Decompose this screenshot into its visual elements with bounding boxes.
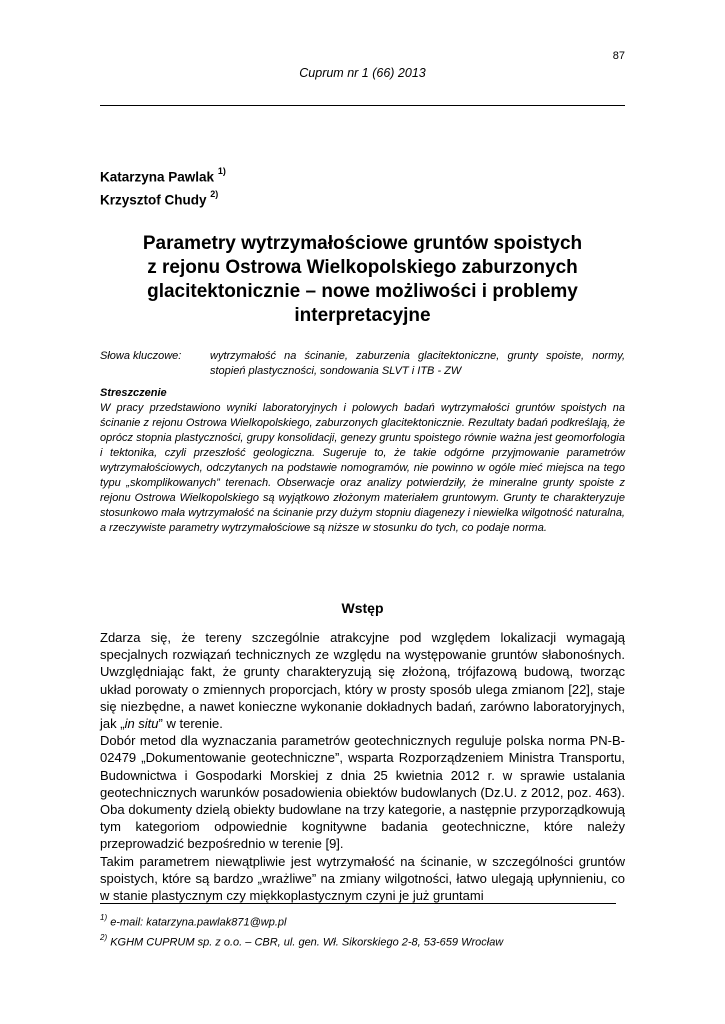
footnote [100,931,625,951]
keywords-text: wytrzymałość na ścinanie, zaburzenia glacitektoniczne, grunty spoiste, normy, stopień plastyczności, sondowania SLVT i ITB - ZW [210,350,625,377]
abstract-block [100,386,625,547]
footnote-divider [100,903,616,904]
author-name: Katarzyna Pawlak [100,169,215,185]
title-line: glacitektonicznie – nowe możliwości i problemy [147,281,578,302]
footnote [100,911,625,931]
title-line: Parametry wytrzymałościowe gruntów spoistych [142,233,583,254]
abstract-text: W pracy przedstawiono wyniki laboratoryjnych i polowych badań wytrzymałości gruntów spoistych na ścinanie z rejonu Ostrowa Wielkopolskiego, zaburzonych glacitektonicznie. Rezultaty badań podkreślają, że oprócz stopnia plastyczności, grupy konsolidacji, genezy gruntu spoistego równie ważna jest geomorfologia i tektonika, czyli przeszłość geologiczna. Sugeruje to, że takie odgórne przyjmowanie parametrów wytrzymałościowych, odczytanych na podstawie nomogramów, nie powinno w ogóle mieć miejsca na tego typu „skomplikowanych” terenach. Obserwacje oraz analizy potwierdziły, że mineralne grunty spoiste z rejonu Ostrowa Wielkopolskiego są wyjątkowo złożonym materiałem gruntowym. Grunty te charakteryzuje stosunkowo mała wytrzymałość na ścinanie przy dużym stopniu diagenezy i niewielka wilgotność naturalna, a rzeczywiste parametry wytrzymałościowe są niższe w stosunku do tych, co podaje norma. [100,402,625,534]
author-entry [100,187,226,210]
footnote-text: e-mail: katarzyna.pawlak871@wp.pl [110,916,287,929]
author-name: Krzysztof Chudy [100,192,207,207]
keywords-label: Słowa kluczowe: [100,350,182,362]
italic-term: in situ [124,716,159,732]
affiliation-mark: 2) [210,188,219,199]
body-text [100,629,625,904]
paragraph-text: Zdarza się, że tereny szczególnie atrakcyjne pod względem lokalizacji wymagają specjalnych rozwiązań technicznych ze względu na występowanie gruntów słabonośnych. Uwzględniając fakt, że grunty charakteryzują się złożoną, trójfazową budową, tworząc układ porowaty o zmiennych proporcjach, który w prosty sposób ulega zmianom [22], staje się niezbędne, a nawet konieczne wykonanie dokładnych badań, zarówno laboratoryjnych, jak „ [100,630,625,732]
footnote-mark: 2) [100,932,108,942]
body-paragraph [100,629,625,732]
title-line: interpretacyjne [294,305,431,326]
keywords-block [100,349,625,379]
paper-title [100,232,625,328]
header-divider [100,105,625,106]
footnote-text: KGHM CUPRUM sp. z o.o. – CBR, ul. gen. Wł. Sikorskiego 2-8, 53-659 Wrocław [110,936,504,949]
affiliation-mark: 1) [217,166,226,176]
footnote-mark: 1) [100,913,108,922]
body-paragraph: Dobór metod dla wyznaczania parametrów geotechnicznych reguluje polska norma PN-B-02479 „Dokumentowanie geotechniczne”, wsparta Rozporządzeniem Ministra Transportu, Budownictwa i Gospodarki Morskiej z dnia 25 kwietnia 2012 r. w sprawie ustalania geotechnicznych warunków posadowienia obiektów budowlanych (Dz.U. z 2012, poz. 463). Oba dokumenty dzielą obiekty budowlane na trzy kategorie, a następnie przyporządkowują tym kategoriom odpowiednie kognitywne badania geotechniczne, które należy przeprowadzić bezpośrednio w terenie [9]. [100,733,625,852]
title-line: z rejonu Ostrowa Wielkopolskiego zaburzonych [147,257,578,278]
footnotes [100,911,625,950]
section-heading: Wstęp [341,600,384,616]
journal-header: Cuprum nr 1 (66) 2013 [299,66,426,80]
paragraph-text: ” w terenie. [158,716,223,732]
author-entry [100,164,226,187]
abstract-heading: Streszczenie [100,387,167,399]
page-number: 87 [612,50,625,62]
author-list [100,164,226,209]
body-paragraph: Takim parametrem niewątpliwie jest wytrzymałość na ścinanie, w szczególności gruntów spoistych, które są bardzo „wrażliwe” na zmiany wilgotności, łatwo ulegają upłynnieniu, co w stanie plastycznym czy miękkoplastycznym czyni je już gruntami [100,853,625,904]
